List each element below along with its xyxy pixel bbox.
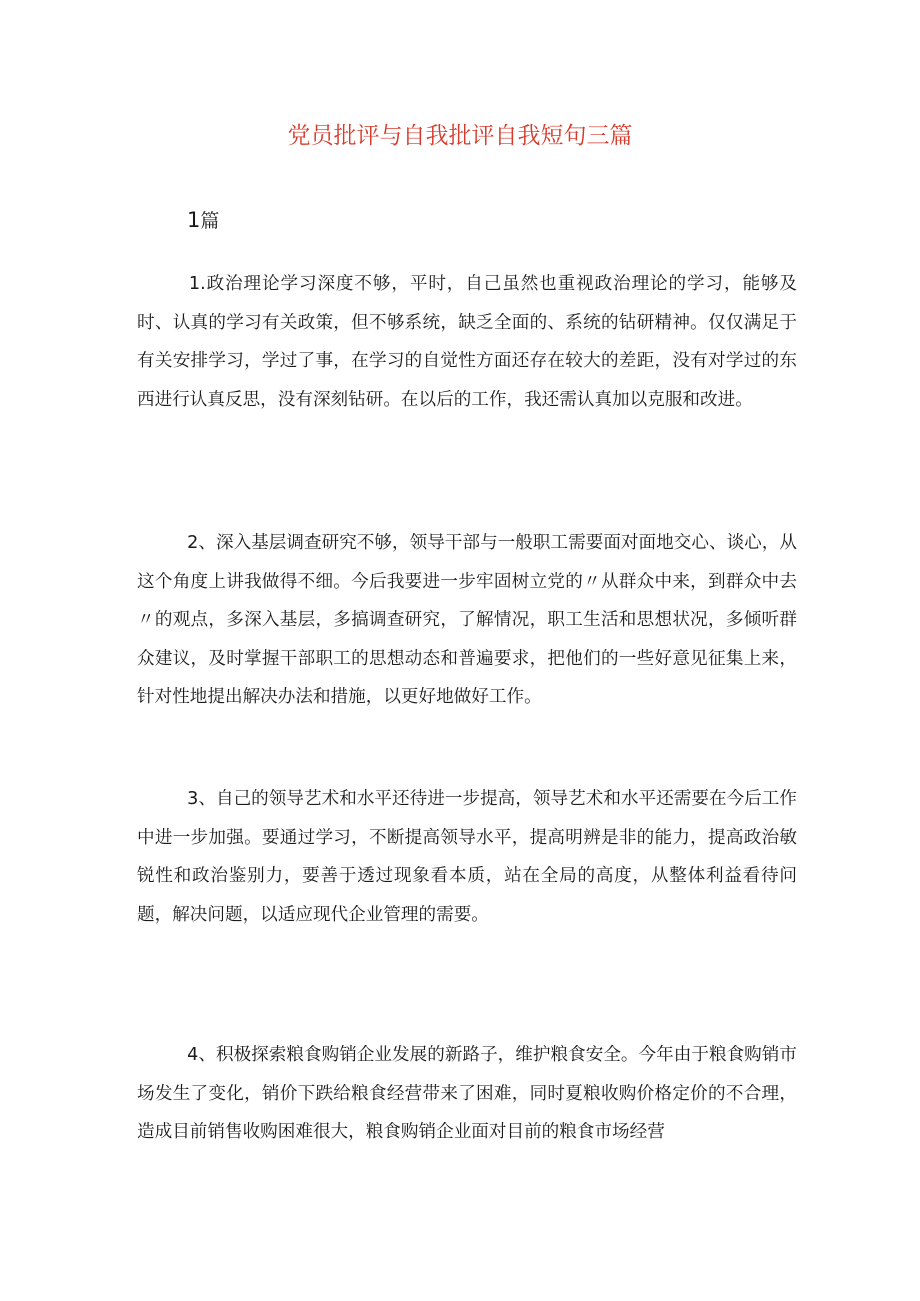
paragraph-1: 1.政治理论学习深度不够，平时，自己虽然也重视政治理论的学习，能够及时、认真的学习有关政策，但不够系统，缺乏全面的、系统的钻研精神。仅仅满足于有关安排学习，学过了事，在学习的自觉性方面还存在较大的差距，没有对学过的东西进行认真反思，没有深刻钻研。在以后的工作，我还需认真加以克服和改进。 (137, 274, 797, 410)
document-title: 党员批评与自我批评自我短句三篇 (287, 123, 633, 149)
paragraph-3: 3、自己的领导艺术和水平还待进一步提高，领导艺术和水平还需要在今后工作中进一步加强。要通过学习，不断提高领导水平，提高明辨是非的能力，提高政治敏锐性和政治鉴别力，要善于透过现象看本质，站在全局的高度，从整体利益看待问题，解决问题，以适应现代企业管理的需要。 (137, 789, 797, 925)
paragraph-2: 2、深入基层调查研究不够，领导干部与一般职工需要面对面地交心、谈心，从这个角度上讲我做得不细。今后我要进一步牢固树立党的〃从群众中来，到群众中去〃的观点，多深入基层，多搞调查研究，了解情况，职工生活和思想状况，多倾听群众建议，及时掌握干部职工的思想动态和普遍要求，把他们的一些好意见征集上来，针对性地提出解决办法和措施，以更好地做好工作。 (137, 533, 797, 708)
section-number: 1 (187, 208, 201, 232)
section-heading (187, 205, 219, 236)
section-label: 篇 (200, 210, 220, 232)
paragraph-4: 4、积极探索粮食购销企业发展的新路子，维护粮食安全。今年由于粮食购销市场发生了变化，销价下跌给粮食经营带来了困难，同时夏粮收购价格定价的不合理，造成目前销售收购困难很大，粮食购销企业面对目前的粮食市场经营 (137, 1045, 797, 1143)
